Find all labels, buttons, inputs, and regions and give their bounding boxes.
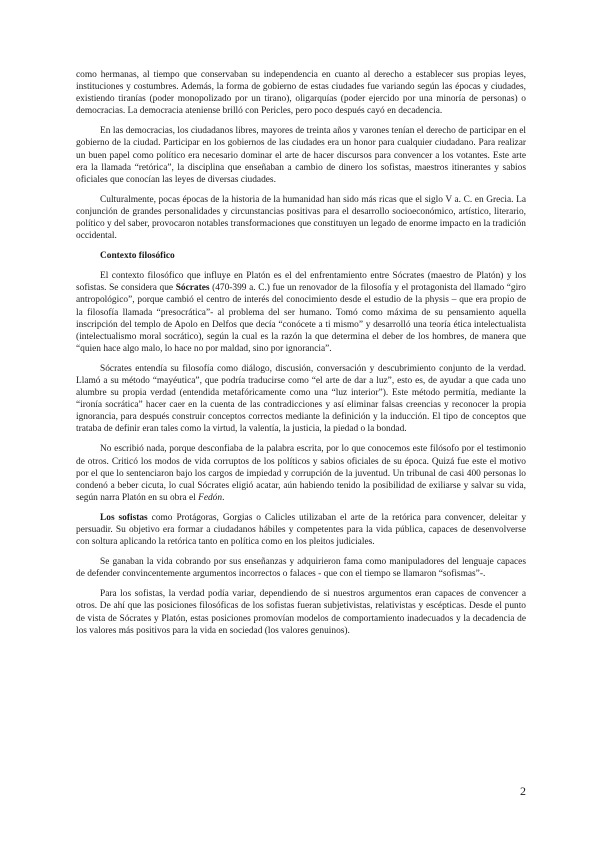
text-run: En las democracias, los ciudadanos libres, mayores de treinta años y varones tenían el derecho de participar en el gobierno de la ciudad. Participar en los gobiernos de las ciudades era un honor para cualquier ciudadano. Para realizar un buen papel como político era necesario dominar el arte de hacer discursos para convencer a los votantes. Este arte era la llamada “retórica”, la disciplina que enseñaban a cambio de dinero los sofistas, maestros itinerantes y sabios oficiales que conocían las leyes de diversas ciudades. (76, 126, 526, 185)
paragraph (76, 443, 526, 503)
paragraph (76, 125, 526, 185)
text-run: como hermanas, al tiempo que conservaban su independencia en cuanto al derecho a establecer sus propias leyes, instituciones y costumbres. Además, la forma de gobierno de estas ciudades fue variando según las épocas y ciudades, existiendo tiranías (poder monopolizado por un tirano), oligarquías (poder ejercido por una minoría de personas) o democracias. La democracia ateniense brilló con Pericles, pero poco después cayó en decadencia. (76, 70, 526, 117)
text-run: . (222, 492, 225, 503)
section-heading (100, 250, 526, 262)
paragraph (76, 363, 526, 436)
document-body (76, 69, 526, 637)
bold-term: Los sofistas (100, 512, 148, 523)
page-number: 2 (520, 784, 526, 798)
text-run: como Protágoras, Gorgias o Calicles utilizaban el arte de la retórica para convencer, deleitar y persuadir. Su objetivo era formar a ciudadanos hábiles y competentes para la vida pública, capaces de desenvolverse con soltura aplicando la retórica tanto en política como en los pleitos judiciales. (76, 512, 527, 548)
paragraph (76, 270, 526, 355)
paragraph (76, 69, 526, 117)
text-run: Sócrates entendía su filosofía como diálogo, discusión, conversación y descubrimiento conjunto de la verdad. Llamó a su método “mayéutica”, que podría traducirse como “el arte de dar a luz”, esto es, de ayudar a que cada uno alumbre su propia verdad (entendida metafóricamente como una “luz interior”). Este método permitía, mediante la “ironía socrática” hacer caer en la cuenta de las contradicciones y así eliminar falsas creencias y reconocer la propia ignorancia, para después construir conceptos correctos mediante la definición y la inducción. El tipo de conceptos que trataba de definir eran tales como la virtud, la valentía, la justicia, la piedad o la bondad. (76, 363, 526, 435)
text-run: No escribió nada, porque desconfiaba de la palabra escrita, por lo que conocemos este filósofo por el testimonio de otros. Criticó los modos de vida corruptos de los políticos y sabios oficiales de su época. Quizá fue este el motivo por el que lo sentenciaron bajo los cargos de impiedad y corrupción de la juventud. Un tribunal de casi 400 personas lo condenó a beber cicuta, lo cual Sócrates eligió acatar, aún habiendo tenido la posibilidad de exiliarse y salvar su vida, según narra Platón en su obra el (76, 444, 526, 503)
italic-title: Fedón (198, 492, 223, 503)
text-run: El contexto filosófico que influye en Platón es el del enfrentamiento entre Sócrates (maestro de Platón) y los sofistas. Se considera que (76, 271, 526, 294)
text-run: (470-399 a. C.) fue un renovador de la filosofía y el protagonista del llamado “giro antropológico”, porque cambió el centro de interés del conocimiento desde el estudio de la physis – que era propio de la filosofía llamada “presocrática”- al problema del ser humano. Tomó como máxima de su pensamiento aquella inscripción del templo de Apolo en Delfos que decía “conócete a ti mismo” y desarrolló una teoría ética intelectualista (intelectualismo moral socrático), según la cual es la razón la que determina el deber de los hombres, de manera que “quien hace algo malo, lo hace no por maldad, sino por ignorancia”. (76, 283, 526, 354)
paragraph (76, 588, 526, 636)
paragraph (76, 556, 526, 580)
text-run: Culturalmente, pocas épocas de la historia de la humanidad han sido más ricas que el siglo V a. C. en Grecia. La conjunción de grandes personalidades y circunstancias positivas para el desarrollo socioeconómico, artístico, literario, político y del saber, provocaron notables transformaciones que constituyen un legado de enorme impacto en la tradición occidental. (76, 194, 526, 242)
paragraph (76, 194, 526, 242)
text-run: Contexto filosófico (100, 251, 175, 262)
paragraph (76, 512, 526, 548)
text-run: Se ganaban la vida cobrando por sus enseñanzas y adquirieron fama como manipuladores del lenguaje capaces de defender convincentemente argumentos incorrectos o falaces - que con el tiempo se llamaron “sofismas”-. (76, 557, 526, 580)
bold-term: Sócrates (175, 283, 210, 294)
text-run: Para los sofistas, la verdad podía variar, dependiendo de si nuestros argumentos eran capaces de convencer a otros. De ahí que las posiciones filosóficas de los sofistas fueran subjetivistas, relativistas y escépticas. Desde el punto de vista de Sócrates y Platón, estas posiciones promovían modelos de comportamiento inadecuados y la decadencia de los valores más positivos para la vida en sociedad (los valores genuinos). (76, 589, 526, 636)
